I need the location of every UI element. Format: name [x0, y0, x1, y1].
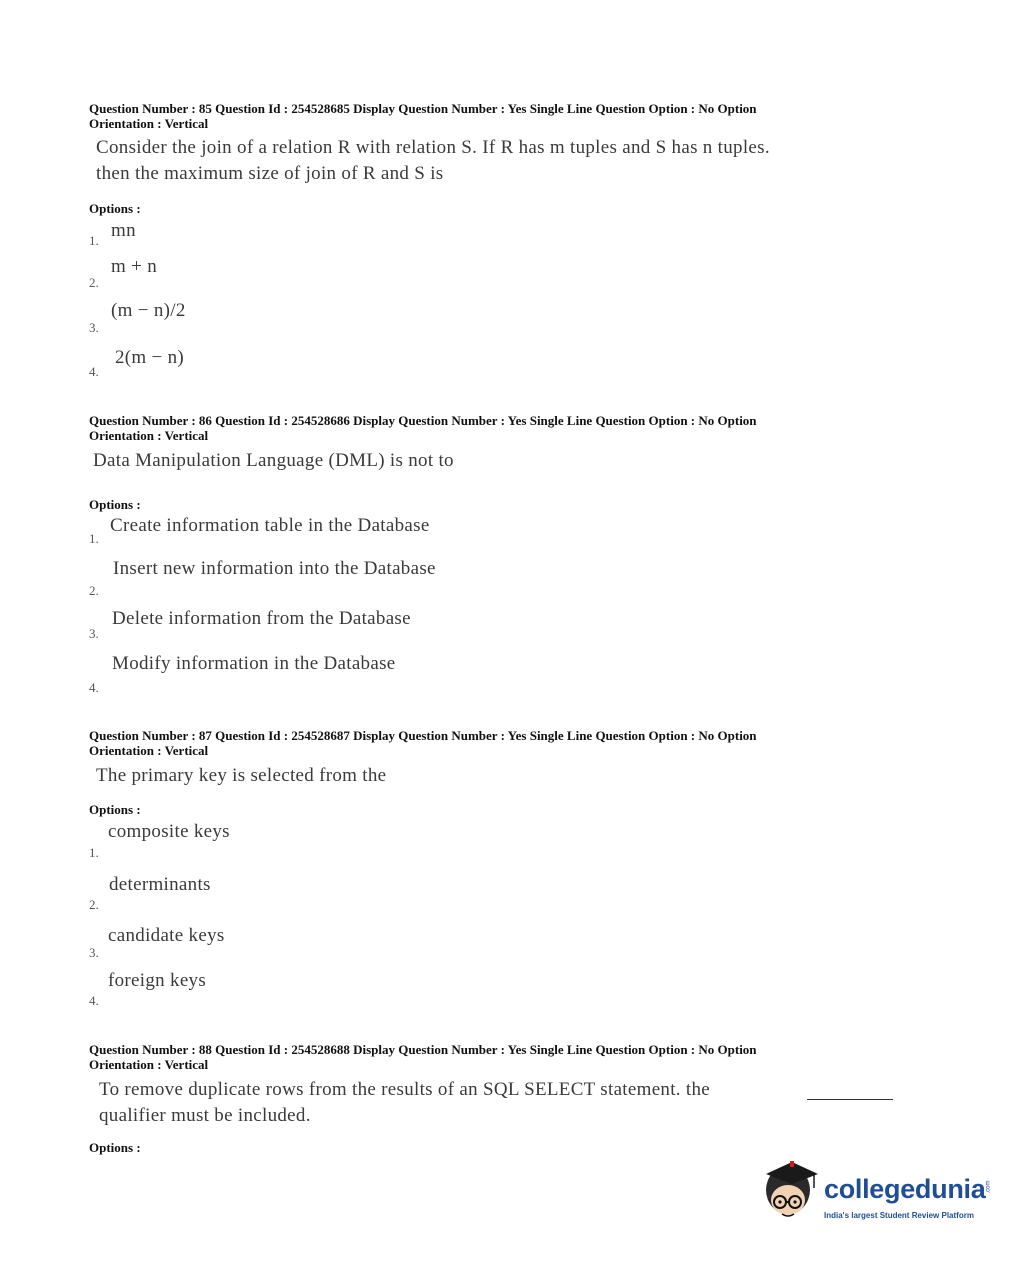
option-text: composite keys: [108, 821, 230, 842]
option-text: 2(m − n): [115, 347, 185, 368]
option-number: 3.: [89, 945, 99, 960]
logo-tagline: India's largest Student Review Platform: [824, 1211, 974, 1220]
question-stem: [93, 448, 454, 474]
question-meta-line1: Question Number : 87 Question Id : 254528687 Display Question Number : Yes Single Line Question Option : No Option: [89, 728, 757, 743]
question-meta-line1: Question Number : 85 Question Id : 254528685 Display Question Number : Yes Single Line Question Option : No Option: [89, 101, 757, 116]
option-number: 4.: [89, 680, 99, 695]
question-meta: [89, 413, 869, 443]
question-meta-line2: Orientation : Vertical: [89, 743, 209, 758]
options-label: Options :: [89, 1140, 141, 1155]
option-text: m + n: [111, 256, 157, 277]
logo-wordmark: collegedunia: [824, 1174, 986, 1204]
question-meta: [89, 1042, 869, 1072]
fill-in-blank: [807, 1099, 893, 1100]
question-stem-line1: The primary key is selected from the: [96, 765, 387, 786]
option-number: 4.: [89, 993, 99, 1008]
options-label: Options :: [89, 497, 141, 512]
question-stem-line2: then the maximum size of join of R and S is: [96, 163, 444, 184]
option-number: 4.: [89, 364, 99, 379]
question-stem: [96, 763, 386, 789]
option-number: 2.: [89, 897, 99, 912]
question-meta-line1: Question Number : 86 Question Id : 254528686 Display Question Number : Yes Single Line Question Option : No Option: [89, 413, 757, 428]
mascot-icon: [762, 1160, 822, 1226]
option-text: Modify information in the Database: [112, 653, 396, 674]
options-label: Options :: [89, 201, 141, 216]
option-number: 2.: [89, 583, 99, 598]
option-text: determinants: [109, 874, 211, 895]
question-meta: [89, 728, 869, 758]
option-number: 1.: [89, 845, 99, 860]
option-number: 2.: [89, 275, 99, 290]
option-number: 3.: [89, 320, 99, 335]
option-text: (m − n)/2: [111, 300, 186, 321]
option-text: mn: [111, 220, 136, 241]
option-text: Create information table in the Database: [110, 515, 430, 536]
question-stem-line1: To remove duplicate rows from the results of an SQL SELECT statement. the: [99, 1079, 711, 1100]
question-stem: [96, 135, 770, 187]
options-label: Options :: [89, 802, 141, 817]
option-number: 1.: [89, 233, 99, 248]
logo-com: .com: [985, 1180, 992, 1194]
option-text: candidate keys: [108, 925, 225, 946]
question-meta-line2: Orientation : Vertical: [89, 116, 209, 131]
option-number: 3.: [89, 626, 99, 641]
question-meta-line1: Question Number : 88 Question Id : 254528688 Display Question Number : Yes Single Line Question Option : No Option: [89, 1042, 757, 1057]
question-stem-line1: Data Manipulation Language (DML) is not to: [93, 450, 454, 471]
question-meta-line2: Orientation : Vertical: [89, 428, 209, 443]
question-stem-line2: qualifier must be included.: [99, 1105, 311, 1126]
option-text: Delete information from the Database: [112, 608, 411, 629]
question-stem: [99, 1077, 710, 1129]
option-text: foreign keys: [108, 970, 207, 991]
collegedunia-logo: [762, 1160, 992, 1226]
question-meta: [89, 101, 869, 131]
option-text: Insert new information into the Database: [113, 558, 436, 579]
question-meta-line2: Orientation : Vertical: [89, 1057, 209, 1072]
question-stem-line1: Consider the join of a relation R with relation S. If R has m tuples and S has n tuples.: [96, 137, 770, 158]
option-number: 1.: [89, 531, 99, 546]
